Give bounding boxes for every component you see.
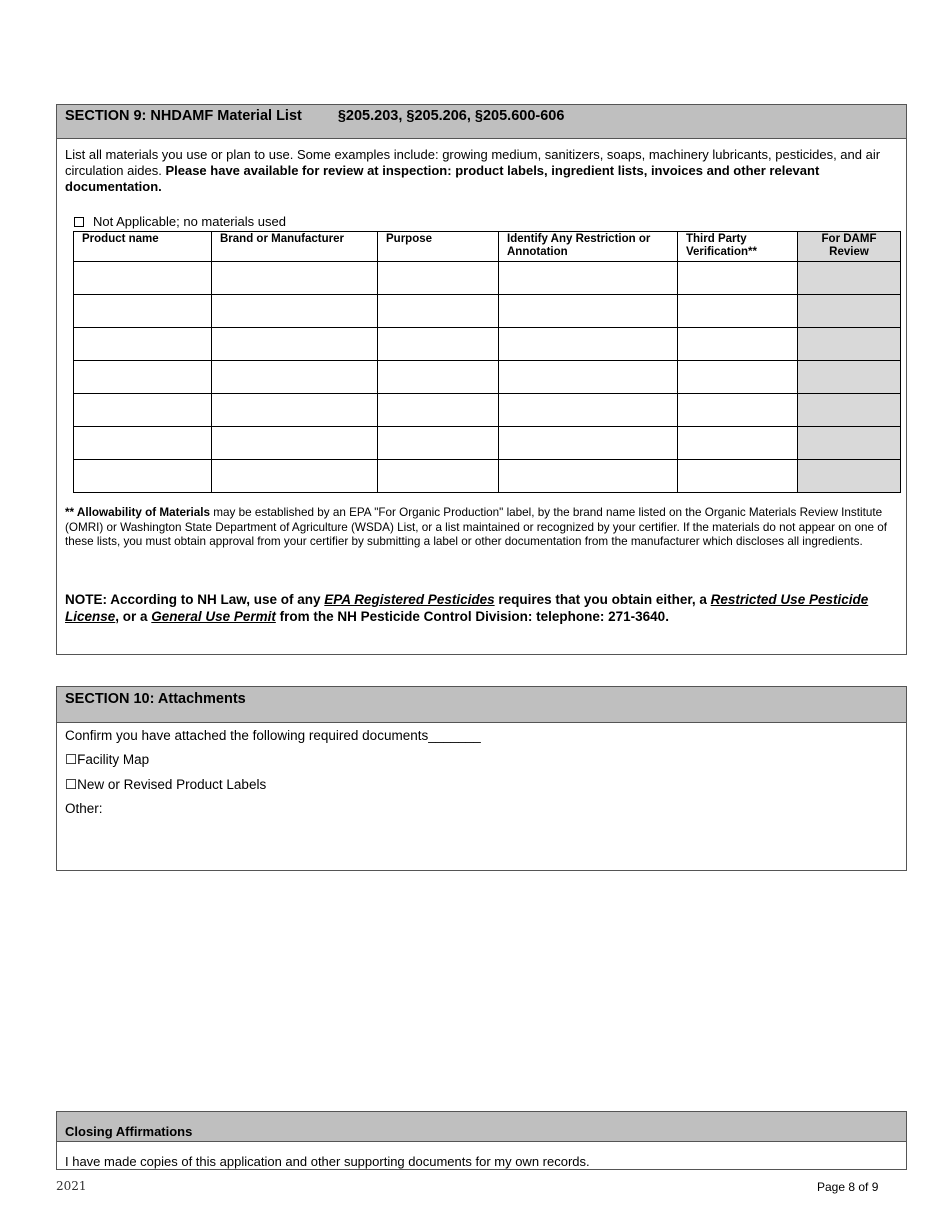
verification-cell[interactable] (678, 295, 798, 328)
table-row (74, 295, 901, 328)
closing-affirmations (56, 1111, 907, 1170)
damf-review-cell (798, 262, 901, 295)
table-row (74, 427, 901, 460)
brand-cell[interactable] (212, 427, 378, 460)
purpose-cell[interactable] (378, 460, 499, 493)
allowability-note (65, 506, 902, 550)
table-row (74, 361, 901, 394)
allowability-heading: ** Allowability of Materials (65, 506, 211, 519)
general-use-permit-link[interactable]: General Use Permit (151, 609, 276, 624)
restriction-cell[interactable] (499, 262, 678, 295)
col-third-party-verification: Third Party Verification** (678, 232, 798, 262)
verification-cell[interactable] (678, 394, 798, 427)
restriction-cell[interactable] (499, 427, 678, 460)
col-damf-review: For DAMF Review (798, 232, 901, 262)
not-applicable-checkbox[interactable] (74, 217, 84, 227)
brand-cell[interactable] (212, 394, 378, 427)
col-restriction-annotation: Identify Any Restriction or Annotation (499, 232, 678, 262)
damf-review-cell (798, 394, 901, 427)
closing-title: Closing Affirmations (65, 1124, 193, 1139)
brand-cell[interactable] (212, 460, 378, 493)
materials-table (73, 231, 901, 493)
note-text-2: requires that you obtain either, a (494, 592, 711, 607)
col-product-name: Product name (74, 232, 212, 262)
product-name-cell[interactable] (74, 394, 212, 427)
not-applicable-option[interactable] (74, 214, 286, 230)
section-9-material-list (56, 104, 907, 655)
purpose-cell[interactable] (378, 361, 499, 394)
other-attachments-label: Other: (65, 801, 103, 816)
instructions-text: List all materials you use or plan to use. Some examples include: growing medium, sanitizers, soaps, machinery lubricants, pesticides, and air circulation aides. (65, 147, 881, 178)
table-row (74, 262, 901, 295)
purpose-cell[interactable] (378, 394, 499, 427)
table-row (74, 460, 901, 493)
purpose-cell[interactable] (378, 262, 499, 295)
verification-cell[interactable] (678, 460, 798, 493)
section-9-instructions (65, 147, 900, 195)
not-applicable-label: Not Applicable; no materials used (93, 214, 286, 229)
epa-registered-pesticides-link[interactable]: EPA Registered Pesticides (324, 592, 495, 607)
note-text-3: , or a (115, 609, 152, 624)
materials-table-header-row (74, 232, 901, 262)
col-purpose: Purpose (378, 232, 499, 262)
col-brand-manufacturer: Brand or Manufacturer (212, 232, 378, 262)
purpose-cell[interactable] (378, 295, 499, 328)
product-labels-checkbox[interactable]: ☐New or Revised Product Labels (65, 777, 267, 792)
damf-review-cell (798, 427, 901, 460)
pesticide-law-note (65, 591, 903, 625)
instructions-bold-text: Please have available for review at inspection: product labels, ingredient lists, invoices and other relevant documentation. (65, 163, 820, 194)
table-row (74, 394, 901, 427)
allowability-text: may be established by an EPA "For Organic Production" label, by the brand name listed on the Organic Materials Review Institute (OMRI) or Washington State Department of Agriculture (WSDA) List, or a list maintained or recognized by your certifier. If the materials do not appear on one of these lists, you must obtain approval from your certifier by submitting a label or other documentation from the manufacturer which discloses all ingredients. (65, 506, 887, 548)
damf-review-cell (798, 328, 901, 361)
restriction-cell[interactable] (499, 394, 678, 427)
brand-cell[interactable] (212, 361, 378, 394)
restriction-cell[interactable] (499, 460, 678, 493)
section-10-header (57, 687, 906, 723)
verification-cell[interactable] (678, 427, 798, 460)
footer-year: 2021 (56, 1179, 87, 1193)
product-name-cell[interactable] (74, 460, 212, 493)
table-row (74, 328, 901, 361)
damf-review-cell (798, 295, 901, 328)
section-9-title: SECTION 9: NHDAMF Material List (65, 108, 302, 124)
page-number: Page 8 of 9 (817, 1180, 879, 1194)
section-9-regulations: §205.203, §205.206, §205.600-606 (337, 108, 565, 124)
verification-cell[interactable] (678, 361, 798, 394)
brand-cell[interactable] (212, 328, 378, 361)
section-9-header (57, 105, 906, 139)
restricted-use-pesticide-license-link[interactable]: Restricted Use Pesticide License (65, 592, 869, 624)
product-name-cell[interactable] (74, 427, 212, 460)
brand-cell[interactable] (212, 295, 378, 328)
verification-cell[interactable] (678, 262, 798, 295)
attachments-confirm-text: Confirm you have attached the following required documents_______ (65, 728, 481, 743)
purpose-cell[interactable] (378, 427, 499, 460)
note-text-4: from the NH Pesticide Control Division: telephone: 271-3640. (275, 609, 669, 624)
restriction-cell[interactable] (499, 361, 678, 394)
section-10-title: SECTION 10: Attachments (65, 691, 246, 707)
closing-header (57, 1112, 906, 1142)
product-name-cell[interactable] (74, 361, 212, 394)
verification-cell[interactable] (678, 328, 798, 361)
brand-cell[interactable] (212, 262, 378, 295)
note-text-1: NOTE: According to NH Law, use of any (65, 592, 325, 607)
restriction-cell[interactable] (499, 295, 678, 328)
product-name-cell[interactable] (74, 295, 212, 328)
closing-statement: I have made copies of this application and other supporting documents for my own records. (65, 1154, 590, 1169)
product-name-cell[interactable] (74, 262, 212, 295)
product-name-cell[interactable] (74, 328, 212, 361)
damf-review-cell (798, 361, 901, 394)
damf-review-cell (798, 460, 901, 493)
section-10-attachments (56, 686, 907, 871)
restriction-cell[interactable] (499, 328, 678, 361)
purpose-cell[interactable] (378, 328, 499, 361)
facility-map-checkbox[interactable]: ☐Facility Map (65, 752, 150, 767)
